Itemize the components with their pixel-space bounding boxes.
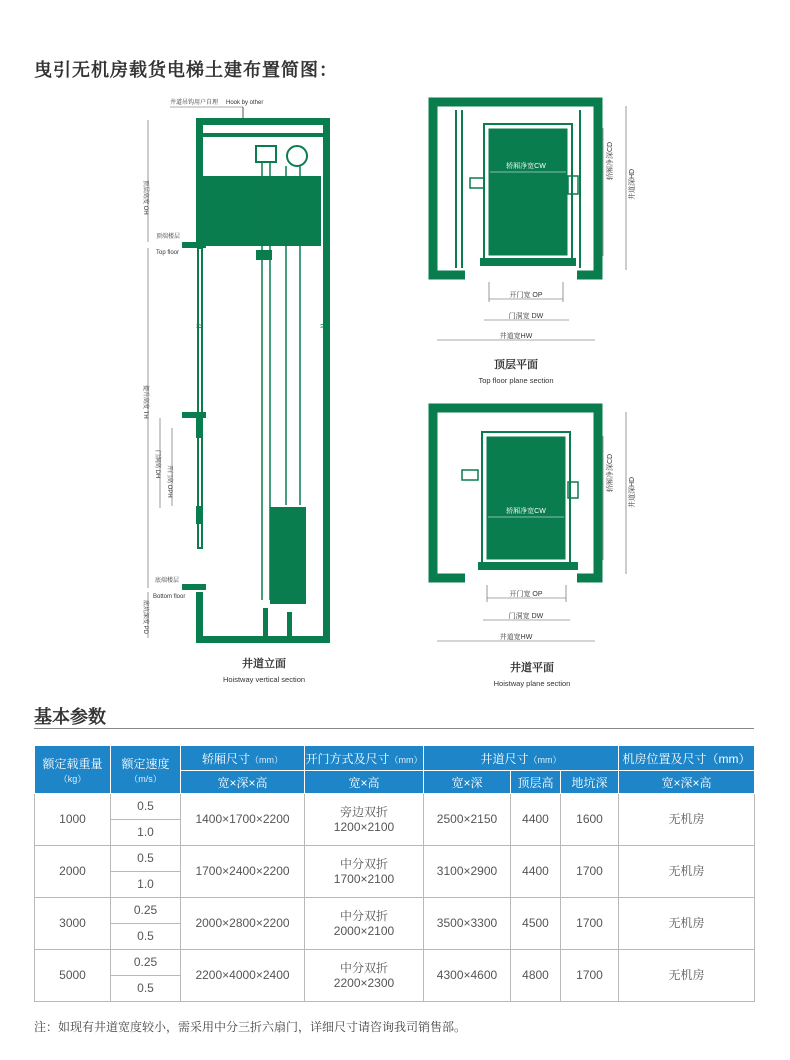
shaft-ceiling bbox=[196, 118, 330, 125]
pit-buffer-1 bbox=[263, 608, 268, 636]
elevation-title-cn: 井道立面 bbox=[242, 658, 286, 670]
sub-room: 宽×深×高 bbox=[619, 771, 755, 794]
table-header-row-1 bbox=[35, 746, 755, 771]
shaft-plan-hd-label: 井道深HD bbox=[629, 476, 636, 508]
mid-floor-slab bbox=[182, 412, 206, 418]
sub-shaft-pit: 地坑深 bbox=[561, 771, 619, 794]
top-plan-sill bbox=[480, 258, 576, 266]
top-plan-hw-label: 井道宽HW bbox=[499, 333, 533, 340]
oh-label: 顶层高度 OH bbox=[142, 180, 148, 215]
dh-label: 门洞高 DH bbox=[154, 450, 160, 479]
shaft-plan-car bbox=[486, 436, 566, 560]
pit-buffer-2 bbox=[287, 612, 292, 636]
table-row: 0.5 bbox=[35, 924, 755, 950]
top-plan-door-opening bbox=[465, 269, 577, 280]
hook-label-en: Hook by other bbox=[226, 100, 264, 106]
top-plan-rail-bracket-left bbox=[470, 178, 484, 188]
shaft-floor bbox=[196, 636, 330, 643]
top-floor-plan bbox=[433, 102, 636, 385]
shaft-plan-op-label: 开门宽 OP bbox=[509, 591, 543, 598]
top-plan-title-cn: 顶层平面 bbox=[494, 359, 538, 371]
section-divider bbox=[34, 728, 754, 729]
sub-shaft-top: 顶层高 bbox=[511, 771, 561, 794]
sub-car: 宽×深×高 bbox=[181, 771, 305, 794]
footnote: 注：如现有井道宽度较小，需采用中分三折六扇门，详细尺寸请咨询我司销售部。 bbox=[34, 1020, 467, 1034]
door-header bbox=[196, 418, 203, 438]
top-floor-slab bbox=[182, 242, 206, 248]
top-plan-op-label: 开门宽 OP bbox=[509, 292, 543, 299]
traction-machine bbox=[256, 146, 276, 162]
section-title-basic-params: 基本参数 bbox=[34, 707, 106, 727]
top-plan-hd-label: 井道深HD bbox=[629, 168, 636, 200]
door-wall-1 bbox=[198, 248, 202, 548]
shaft-right-wall bbox=[323, 118, 330, 643]
table-row: 3000 0.25 2000×2800×2200 中分双折 2000×2100 3500×3300 4500 1700 无机房 bbox=[35, 898, 755, 924]
shaft-plan-hw-label: 井道宽HW bbox=[499, 634, 533, 641]
hoistway-vertical-section bbox=[142, 98, 330, 684]
page-title: 曳引无机房载货电梯土建布置简图： bbox=[34, 60, 338, 80]
top-plan-title-en: Top floor plane section bbox=[478, 376, 554, 385]
shaft-plan-dw-label: 门洞宽 DW bbox=[508, 613, 544, 620]
elevator-car bbox=[270, 507, 306, 604]
col-speed: 额定速度 （m/s） bbox=[111, 746, 181, 794]
hook-label-cn: 井道吊钩用户自理 bbox=[170, 100, 219, 106]
bottom-floor-slab bbox=[182, 584, 206, 590]
top-plan-cd-label: 轿厢净深CD bbox=[607, 141, 614, 180]
col-shaft: 井道尺寸（mm） bbox=[424, 746, 619, 771]
col-car: 轿厢尺寸（mm） bbox=[181, 746, 305, 771]
sub-shaft-wd: 宽×深 bbox=[424, 771, 511, 794]
table-row: 1.0 bbox=[35, 872, 755, 898]
hoistway-plan bbox=[433, 408, 636, 688]
col-door: 开门方式及尺寸（mm） bbox=[305, 746, 424, 771]
table-row: 1000 0.5 1400×1700×2200 旁边双折 1200×2100 2500×2150 4400 1600 无机房 bbox=[35, 794, 755, 820]
shaft-plan-rail-bracket-left bbox=[462, 470, 478, 480]
elevation-title-en: Hoistway vertical section bbox=[222, 675, 306, 684]
sheave bbox=[287, 146, 307, 166]
table-row: 0.5 bbox=[35, 976, 755, 1002]
sub-door: 宽×高 bbox=[305, 771, 424, 794]
spec-table bbox=[34, 745, 755, 1002]
shaft-top-beam bbox=[203, 133, 323, 137]
door-sill-wall bbox=[196, 506, 203, 524]
shaft-plan-cw-label: 轿厢净宽CW bbox=[506, 508, 546, 515]
bottom-floor-label-en: Bottom floor bbox=[153, 594, 186, 600]
shaft-left-wall-top bbox=[196, 118, 203, 248]
table-row: 1.0 bbox=[35, 820, 755, 846]
shaft-plan-title-en: Hoistway plane section bbox=[493, 679, 571, 688]
top-floor-label-en: Top floor bbox=[156, 250, 180, 256]
top-floor-label-cn: 顶端楼层 bbox=[156, 234, 181, 240]
table-row: 2000 0.5 1700×2400×2200 中分双折 1700×2100 3100×2900 4400 1700 无机房 bbox=[35, 846, 755, 872]
col-load: 额定载重量 （kg） bbox=[35, 746, 111, 794]
svg-text:≈: ≈ bbox=[196, 319, 203, 333]
bottom-floor-label-cn: 底端楼层 bbox=[155, 578, 180, 584]
col-room: 机房位置及尺寸（mm） bbox=[619, 746, 755, 771]
oph-label: 开门高 OPH bbox=[166, 465, 172, 498]
layout-diagrams bbox=[0, 80, 790, 690]
top-plan-cw-label: 轿厢净宽CW bbox=[506, 163, 546, 170]
shaft-left-wall-bottom bbox=[196, 592, 203, 643]
table-row: 5000 0.25 2200×4000×2400 中分双折 2200×2300 4300×4600 4800 1700 无机房 bbox=[35, 950, 755, 976]
svg-text:≈: ≈ bbox=[320, 319, 327, 333]
shaft-plan-cd-label: 轿厢净深CD bbox=[607, 453, 614, 492]
shaft-plan-sill bbox=[478, 562, 578, 570]
top-plan-car bbox=[488, 128, 568, 256]
shaft-plan-title-cn: 井道平面 bbox=[510, 662, 554, 674]
rail-bracket-1 bbox=[256, 250, 272, 260]
pit-label: 底坑深度 PD bbox=[142, 600, 148, 635]
shaft-plan-door-opening bbox=[465, 572, 577, 583]
travel-label: 提升高度 TH bbox=[142, 385, 148, 419]
top-plan-dw-label: 门洞宽 DW bbox=[508, 313, 544, 320]
